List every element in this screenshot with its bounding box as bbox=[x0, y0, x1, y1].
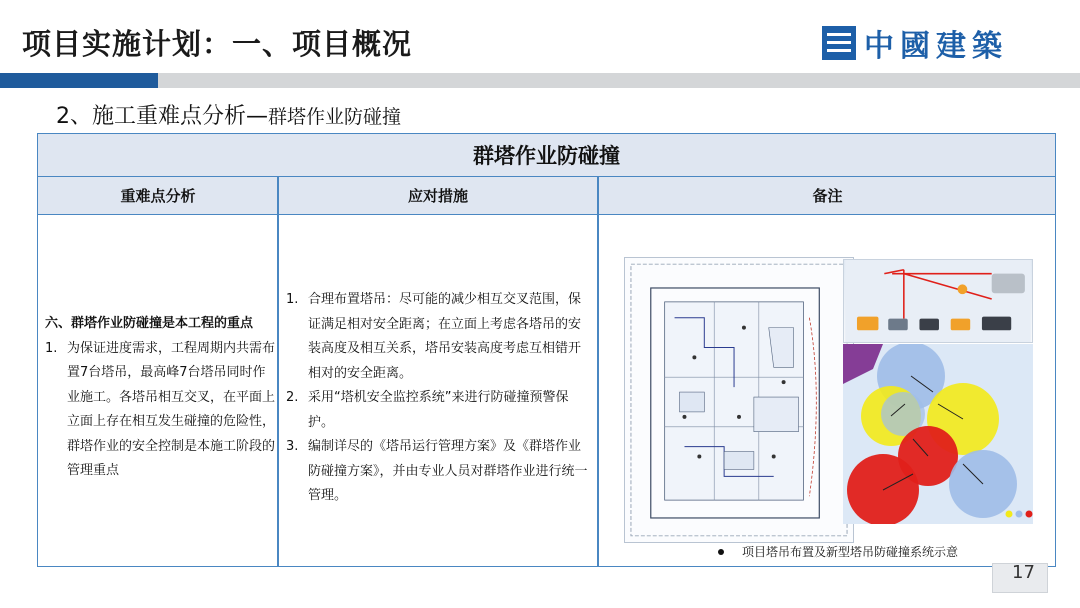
analysis-cell bbox=[45, 312, 277, 484]
column-header-measures: 应对措施 bbox=[407, 187, 468, 205]
anti-collision-zones-diagram bbox=[843, 344, 1033, 524]
list-item bbox=[286, 288, 588, 386]
page-title: 项目实施计划：一、项目概况 bbox=[22, 27, 413, 61]
list-item bbox=[45, 337, 277, 484]
list-item-number: 1. bbox=[286, 292, 299, 307]
list-item bbox=[286, 435, 588, 509]
subtitle-main: 2、施工重难点分析— bbox=[56, 104, 268, 129]
header-divider-bar bbox=[158, 73, 1080, 88]
column-divider bbox=[277, 177, 279, 566]
list-item-text: 合理布置塔吊：尽可能的减少相互交叉范围，保证满足相对安全距离；在立面上考虑各塔吊的安装高度及相互关系，塔吊安装高度考虑互相错开相对的安全距离。 bbox=[308, 292, 582, 381]
image-caption bbox=[718, 543, 958, 560]
list-item-text: 编制详尽的《塔吊运行管理方案》及《群塔作业防碰撞方案》，并由专业人员对群塔作业进行统一管理。 bbox=[308, 439, 588, 503]
list-item-text: 为保证进度需求，工程周期内共需布置7台塔吊，最高峰7台塔吊同时作业施工。各塔吊相互交叉，在平面上立面上存在相互发生碰撞的危险性，群塔作业的安全控制是本施工阶段的管理重点 bbox=[67, 340, 276, 478]
list-item-number: 1. bbox=[45, 340, 58, 356]
column-header-analysis: 重难点分析 bbox=[120, 187, 196, 205]
list-item-number: 3. bbox=[286, 439, 299, 454]
list-item-number: 2. bbox=[286, 390, 299, 405]
analysis-heading: 六、群塔作业防碰撞是本工程的重点 bbox=[45, 316, 254, 331]
section-subtitle bbox=[56, 99, 401, 130]
page-number: 17 bbox=[1012, 562, 1035, 583]
list-item-text: 采用“塔机安全监控系统”来进行防碰撞预警保护。 bbox=[308, 390, 569, 430]
company-logo bbox=[822, 24, 1008, 62]
subtitle-topic: 群塔作业防碰撞 bbox=[268, 106, 402, 128]
analysis-table bbox=[37, 133, 1056, 567]
table-title: 群塔作业防碰撞 bbox=[38, 134, 1055, 177]
tower-crane-site-plan-image bbox=[624, 257, 854, 543]
measures-cell bbox=[286, 288, 588, 509]
header-accent-bar bbox=[0, 73, 158, 88]
bullet-icon bbox=[718, 549, 724, 555]
column-header-remarks: 备注 bbox=[812, 187, 843, 205]
column-divider bbox=[597, 177, 599, 566]
logo-text: 中國建築 bbox=[864, 29, 1008, 64]
crane-monitoring-system-image bbox=[843, 259, 1033, 343]
table-column-headers bbox=[38, 177, 1055, 215]
logo-mark-icon bbox=[822, 26, 856, 60]
list-item bbox=[286, 386, 588, 435]
caption-text: 项目塔吊布置及新型塔吊防碰撞系统示意 bbox=[742, 545, 959, 559]
